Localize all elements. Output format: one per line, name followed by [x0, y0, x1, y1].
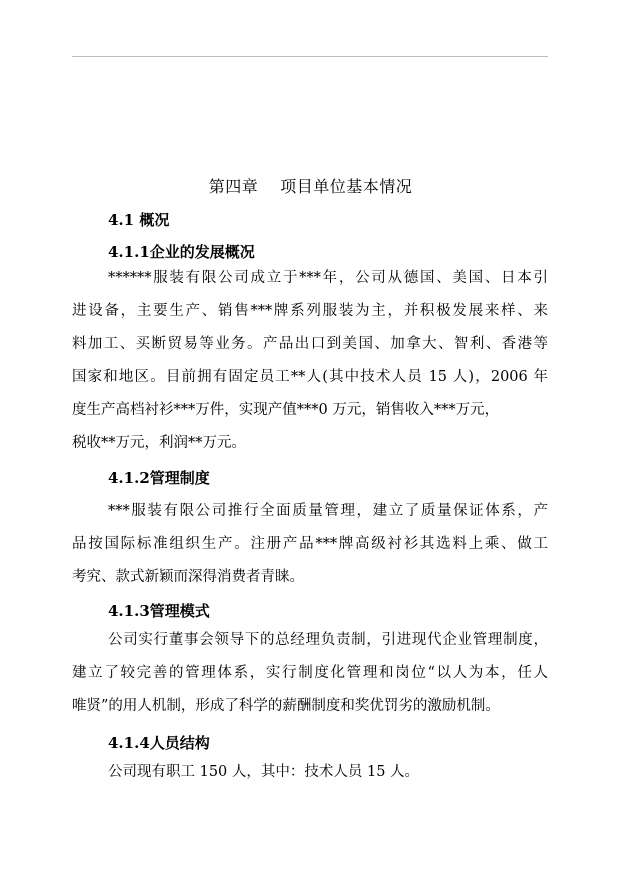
paragraph-line: ******服装有限公司成立于***年，公司从德国、美国、日本引: [108, 270, 548, 286]
paragraph-management-system: [72, 495, 548, 594]
paragraph-staff-structure: [72, 756, 548, 789]
paragraph-line: 进设备，主要生产、销售***牌系列服装为主，并积极发展来样、来: [72, 303, 548, 319]
paragraph-line: ***服装有限公司推行全面质量管理，建立了质量保证体系，产: [108, 503, 548, 519]
header-rule: [72, 56, 548, 57]
chapter-name: 项目单位基本情况: [280, 177, 413, 196]
paragraph-line: 建立了较完善的管理体系，实行制度化管理和岗位“以人为本，任人: [72, 665, 548, 681]
section-heading-4-1-3: 4.1.3管理模式: [108, 602, 210, 620]
paragraph-management-model: [72, 624, 548, 723]
section-heading-4-1-2: 4.1.2管理制度: [108, 469, 210, 487]
section-heading-4-1-1: 4.1.1企业的发展概况: [108, 243, 255, 261]
paragraph-line: 税收**万元，利润**万元。: [72, 435, 246, 451]
paragraph-line: 度生产高档衬衫***万件，实现产值***0 万元，销售收入***万元，: [72, 402, 500, 418]
chapter-label: 第四章: [208, 177, 259, 196]
chapter-title: [0, 176, 621, 198]
section-heading-4-1: 4.1 概况: [108, 211, 170, 229]
paragraph-line: 品按国际标准组织生产。注册产品***牌高级衬衫其选料上乘、做工: [72, 536, 548, 552]
paragraph-line: 公司实行董事会领导下的总经理负责制，引进现代企业管理制度，: [108, 632, 548, 648]
paragraph-line: 公司现有职工 150 人，其中：技术人员 15 人。: [108, 764, 420, 780]
section-heading-4-1-4: 4.1.4人员结构: [108, 734, 210, 752]
paragraph-development-overview: [72, 262, 548, 460]
paragraph-line: 料加工、买断贸易等业务。产品出口到美国、加拿大、智利、香港等: [72, 336, 548, 352]
paragraph-line: 唯贤”的用人机制，形成了科学的薪酬制度和奖优罚劣的激励机制。: [72, 698, 500, 714]
paragraph-line: 国家和地区。目前拥有固定员工**人(其中技术人员 15 人)，2006 年: [72, 369, 548, 385]
paragraph-line: 考究、款式新颖而深得消费者青睐。: [72, 569, 304, 585]
